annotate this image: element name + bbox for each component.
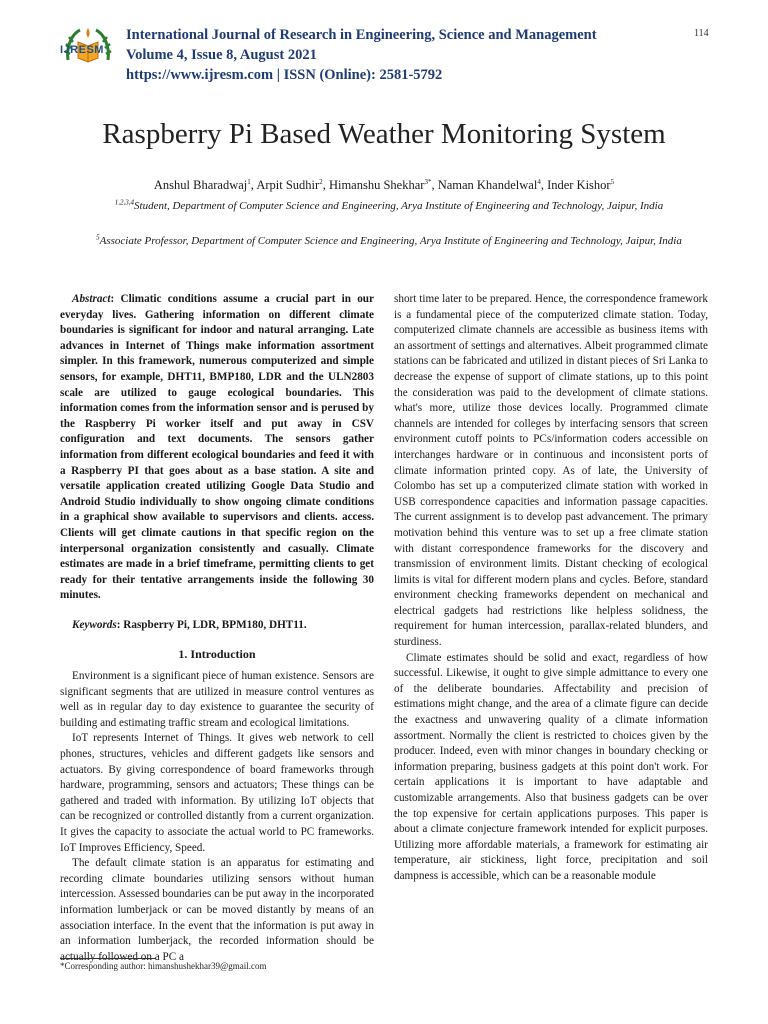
section-heading: 1. Introduction (178, 647, 256, 662)
author-sup: 3* (424, 177, 432, 186)
affiliation-students (90, 198, 688, 215)
journal-name: International Journal of Research in Engineering, Science and Management (126, 27, 597, 43)
affiliation-sup: 1,2,3,4 (114, 198, 135, 207)
paper-title: Raspberry Pi Based Weather Monitoring System (102, 118, 666, 150)
volume-issue: Volume 4, Issue 8, August 2021 (126, 47, 317, 63)
author-name: Himanshu Shekhar (328, 178, 425, 192)
keywords-text: Raspberry Pi, LDR, BPM180, DHT11. (123, 618, 307, 631)
logo-text: IJRESM (60, 44, 104, 56)
author-name: Arpit Sudhir (256, 178, 320, 192)
affiliation-professor (90, 233, 688, 250)
abstract-label: Abstract (72, 293, 111, 305)
affiliation-sup: 5 (96, 233, 100, 242)
body-paragraph: Climate estimates should be solid and exact, regardless of how successful. Likewise, it ought to give simple admittance to every one of the deliberate boundaries. Affectability and precision of estimations might change, and the area of a climate figure can decide the exactness and unwavering quality of a climate information assortment. Normally the client is restricted to choices given by the producer. Indeed, even with minor changes in boundary checking or information preparing, business gadgets at this point don't work. For certain applications it is important to have adaptable and customizable arrangements. Also that business gadgets can be over the top expensive for certain applications purposes. This paper is about a climate conjecture framework intended for explicit purposes. Utilizing more affordable materials, a framework for estimating air temperature, air stickiness, light force, precipitation and soil dampness is accessible, which can be a reasonable module (394, 651, 708, 882)
affiliation-text: Student, Department of Computer Science and Engineering, Arya Institute of Engineering and Technology, Jaipur, India (134, 200, 664, 212)
corresponding-author-footnote: *Corresponding author: himanshushekhar39@gmail.com (60, 961, 267, 971)
keywords-label: Keywords (72, 618, 117, 631)
keywords: Keywords: Raspberry Pi, LDR, BPM180, DHT11. (72, 618, 307, 631)
journal-header (126, 25, 597, 85)
body-paragraph: Environment is a significant piece of human existence. Sensors are significant segments that are utilized in measure control ventures as well as in regular day to day existence to guarantee the security of building and estimating traffic stream and ecological limitations. (60, 670, 374, 729)
journal-url-issn[interactable]: https://www.ijresm.com | ISSN (Online): 2581-5792 (126, 67, 443, 83)
author-list: Anshul Bharadwaj$^1$, Arpit Sudhir$^2$, Himanshu Shekhar$^{3*}$, Naman Khandelwal$^4$, Inder Kishor$^5$ (153, 177, 615, 192)
affiliation-text: Associate Professor, Department of Computer Science and Engineering, Arya Institute of Engineering and Technology, Jaipur, India (99, 235, 682, 247)
author-name: Inder Kishor (547, 178, 611, 192)
author-sup: 4 (537, 177, 541, 186)
author-name: Naman Khandelwal (437, 178, 538, 192)
body-paragraph: The default climate station is an apparatus for estimating and recording climate boundaries utilizing sensors without human intercession. Assessed boundaries can be put away in the incorporated information lumberjack or can be moved distantly by means of an association interface. In the event that the information is put away in an information lumberjack, the recorded information should be actually followed on a PC a (60, 857, 374, 963)
abstract-text: Climatic conditions assume a crucial part in our everyday lives. Gathering information on different climate boundaries is significant for indoor and natural arranging. Late advances in Internet of Things make information assortment simpler. In this framework, numerous computerized and simple sensors, for example, DHT11, BMP180, LDR and the ULN2803 scale are utilized to gauge ecological boundaries. This information comes from the information sensor and is perused by the Raspberry Pi worker itself and put away in CSV configuration and text documents. The sensors gather information from different ecological boundaries and feed it with a Raspberry PI that goes about as a base station. A site and versatile application created utilizing Google Data Studio and Android Studio individually to show ongoing climate conditions in a graphical show available to supervisors and clients. access. Clients will get climate cautions in that specific region on the interpersonal organization consistently and casually. Climate estimates are made in a brief timeframe, permitting clients to get ready for their tentative arrangements inside the following 30 minutes. (60, 293, 374, 602)
footnote-divider (60, 958, 156, 959)
body-paragraph: IoT represents Internet of Things. It gives web network to cell phones, structures, vehicles and different gadgets like sensors and actuators. By giving correspondence of board frameworks through hardware, programming, sensors and actuators; These things can be gathered and traded with information. By utilizing IoT objects that can be recognized or controlled distantly from a current organization. It gives the capacity to associate the actual world to PC frameworks. IoT Improves Efficiency, Speed. (60, 732, 374, 854)
page-number: 114 (694, 28, 709, 39)
abstract: Abstract: Climatic conditions assume a crucial part in our everyday lives. Gathering information on different climate boundaries is significant for indoor and natural arranging. Late advances in Internet of Things make information assortment simpler. In this framework, numerous computerized and simple sensors, for example, DHT11, BMP180, LDR and the ULN2803 scale are utilized to gauge ecological boundaries. This information comes from the information sensor and is perused by the Raspberry Pi worker itself and put away in CSV configuration and text documents. The sensors gather information from different ecological boundaries and feed it with a Raspberry PI that goes about as a base station. A site and versatile application created utilizing Google Data Studio and Android Studio individually to show ongoing climate conditions in a graphical show available to supervisors and clients. access. Clients will get climate cautions in that specific region on the interpersonal organization consistently and casually. Climate estimates are made in a brief timeframe, permitting clients to get ready for their tentative arrangements inside the following 30 minutes. (60, 293, 374, 602)
left-column (60, 292, 374, 965)
right-column (394, 292, 708, 885)
author-name: Anshul Bharadwaj (153, 178, 248, 192)
author-sup: 1 (247, 177, 251, 186)
author-sup: 5 (610, 177, 615, 186)
author-sup: 2 (319, 177, 323, 186)
body-paragraph: short time later to be prepared. Hence, the correspondence framework is a fundamental piece of the computerized climate station. Today, computerized climate channels are accessible as business items with an assortment of settings and alternatives. Albeit programmed climate stations can be fabricated and utilized in distant pieces of Sri Lanka to decrease the expense of support of climate stations, up to this point the consideration was paid to the development of climate stations. what's more, utilize those devices locally. Programmed climate channels are intended for colleges by interfacing sensors that screen environment cutoff points to PCs/information coders accessible on interchanges hardware or in continuous and inconsistent ports of climate information printed copy. As of late, the University of Colombo has set up a computerized climate station with worked in USB correspondence capacities and information passage capacities. The current assignment is to develop past advancement. The primary motivation behind this venture was to set up a free climate station with distant correspondence frameworks for the discovery and transmission of environment limits. Distant checking of ecological limits is vital for different modern plans and cycles. Before, standard environment checking frameworks dependent on mechanical and electrical gadgets had restrictions like helpless solidness, the requirement for human intercession, parallax-related blunders, and sturdiness. (394, 293, 708, 649)
